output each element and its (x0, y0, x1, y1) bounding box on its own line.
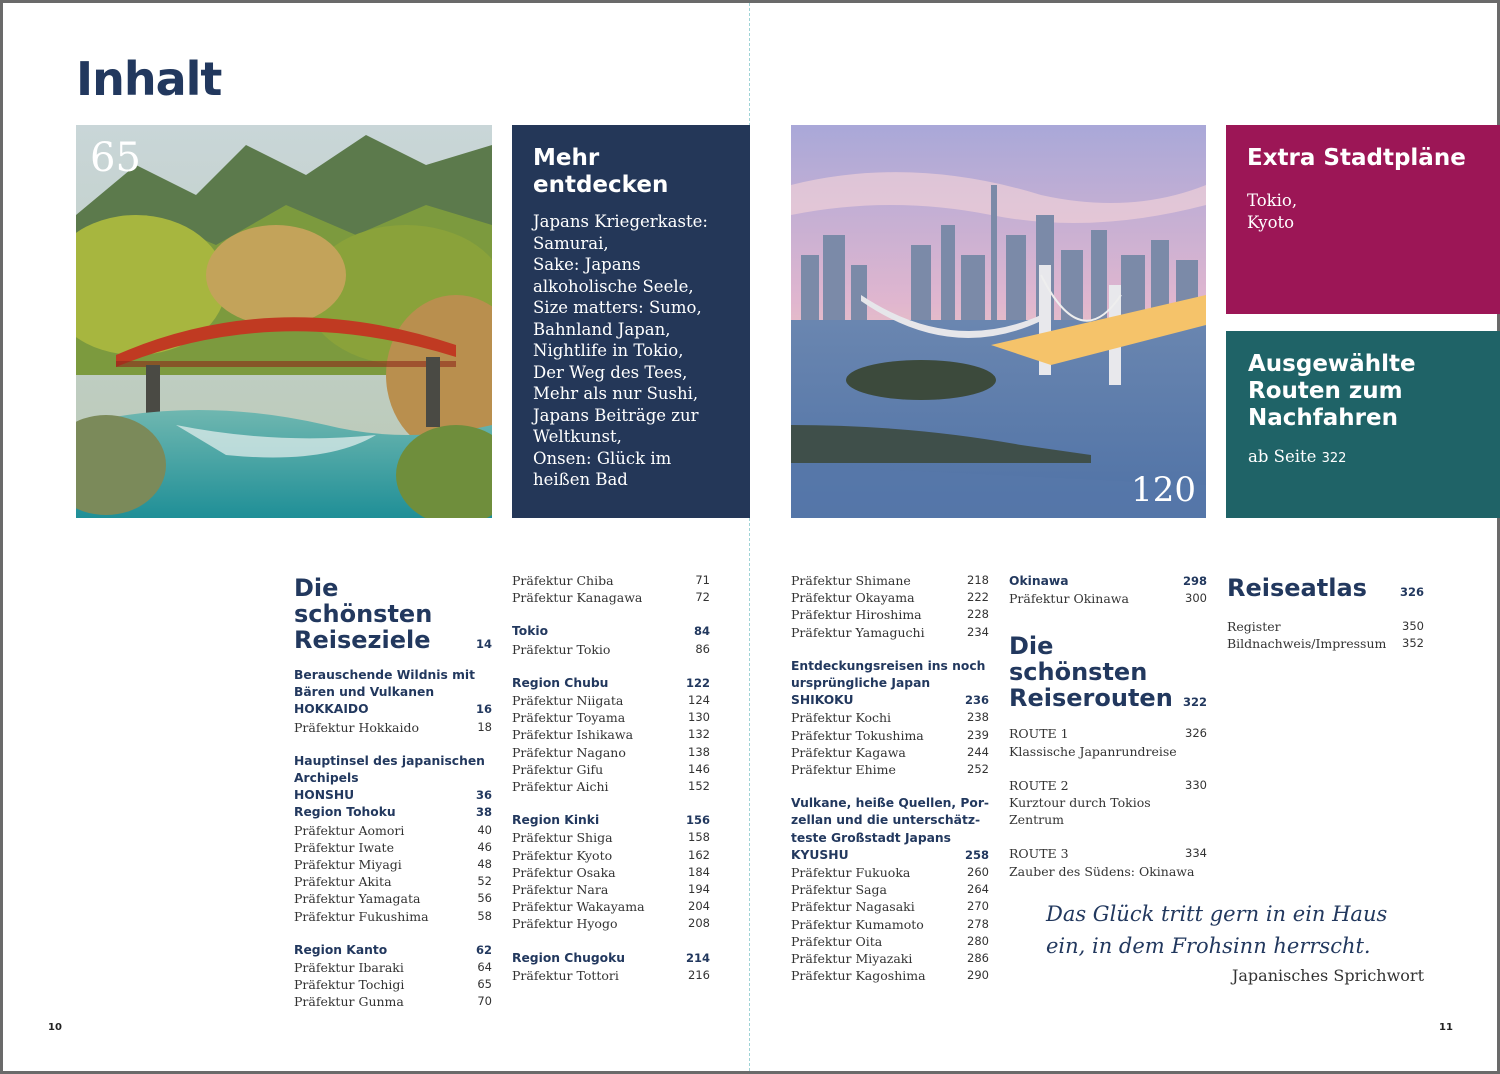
toc-entry-label: Präfektur Ehime (791, 762, 896, 778)
quote-line-2: ein, in dem Frohsinn herrscht. (1046, 934, 1371, 958)
route-list (1009, 725, 1207, 879)
toc-entry[interactable] (294, 856, 492, 873)
toc-entry[interactable] (294, 719, 492, 736)
toc-entry-page: 124 (688, 693, 710, 708)
toc-entry-label: Präfektur Akita (294, 874, 392, 890)
toc-entry-label: Präfektur Ibaraki (294, 960, 404, 976)
honshu-desc-2: Archipels (294, 771, 359, 786)
toc-entry[interactable] (512, 898, 710, 915)
mehr-entdecken-item: Weltkunst, (533, 427, 622, 446)
toc-entry-page: 194 (688, 882, 710, 897)
toc-entry[interactable] (294, 976, 492, 993)
toc-entry-page: 238 (967, 710, 989, 725)
mehr-entdecken-item: alkoholische Seele, (533, 276, 694, 296)
toc-entry-page: 58 (477, 908, 492, 923)
extra-stadtplaene-box (1226, 125, 1500, 314)
route-description: Zauber des Südens: Okinawa (1009, 863, 1195, 879)
toc-entry-kyushu[interactable]: KYUSHU 258 (791, 847, 989, 862)
toc-entry-label: Präfektur Miyazaki (791, 951, 913, 967)
toc-entry-page: 244 (967, 744, 989, 759)
toc-entry-label: Präfektur Gifu (512, 761, 604, 777)
toc-entry[interactable] (791, 916, 989, 933)
mehr-entdecken-item: Japans Kriegerkaste: (533, 212, 708, 231)
toc-entry-label: Präfektur Nagasaki (791, 899, 915, 915)
toc-entry-page: 146 (688, 761, 710, 776)
c2-tokio-list (512, 641, 710, 658)
tokyo-photo (791, 125, 1206, 518)
toc-entry[interactable] (791, 898, 989, 915)
mehr-entdecken-item: Samurai, (533, 233, 609, 253)
route-label: ROUTE 1 (1009, 726, 1069, 742)
toc-entry[interactable] (512, 744, 710, 761)
photo-page-number: 65 (90, 135, 141, 181)
toc-entry-page: 228 (967, 607, 989, 622)
mehr-entdecken-item: Onsen: Glück im (533, 448, 672, 468)
toc-entry-page: 158 (688, 830, 710, 845)
toc-entry[interactable] (791, 744, 989, 761)
toc-entry-okinawa[interactable]: Okinawa 298 (1009, 574, 1207, 588)
toc-entry[interactable] (791, 761, 989, 778)
toc-entry-page: 208 (688, 916, 710, 931)
hokkaido-desc-1: Berauschende Wildnis mit (294, 668, 475, 682)
toc-entry[interactable] (294, 993, 492, 1010)
toc-entry-label: Präfektur Yamaguchi (791, 624, 925, 640)
toc-entry[interactable] (1009, 590, 1207, 607)
ausgewaehlte-routen-box (1226, 331, 1500, 518)
page-number-left: 10 (48, 1022, 62, 1033)
toc-entry-label: Präfektur Niigata (512, 693, 624, 709)
toc-entry-page: 132 (688, 727, 710, 742)
toc-entry[interactable] (791, 933, 989, 950)
toc-entry-label: Präfektur Chiba (512, 573, 614, 588)
c1-tohoku-list (294, 822, 492, 925)
c2-chugoku-list (512, 967, 710, 984)
toc-entry-label: Register (1227, 619, 1281, 634)
honshu-desc-1: Hauptinsel des japanischen (294, 753, 485, 768)
toc-entry-honshu[interactable]: HONSHU 36 (294, 788, 492, 803)
toc-entry-label: Präfektur Miyagi (294, 857, 402, 873)
toc-entry-label: Präfektur Kagoshima (791, 968, 926, 984)
toc-entry-page: 260 (967, 865, 989, 880)
toc-entry-label: Präfektur Toyama (512, 710, 626, 726)
toc-entry[interactable] (512, 572, 710, 589)
toc-entry-label: Präfektur Aomori (294, 822, 405, 838)
route-page: 326 (1185, 726, 1207, 741)
mehr-entdecken-item: Nightlife in Tokio, (533, 341, 684, 360)
toc-entry-page: 216 (688, 967, 710, 982)
toc-entry-page: 350 (1402, 619, 1424, 633)
toc-entry[interactable] (791, 589, 989, 606)
route-entry[interactable] (1009, 845, 1207, 879)
toc-entry[interactable] (294, 959, 492, 976)
c2-top-list (512, 572, 710, 606)
toc-entry-page: 40 (477, 822, 492, 837)
toc-entry[interactable] (294, 839, 492, 856)
toc-entry[interactable] (512, 881, 710, 898)
hokkaido-desc-2: Bären und Vulkanen (294, 685, 435, 700)
c1-hok-list (294, 719, 492, 736)
toc-entry[interactable] (1227, 635, 1424, 652)
toc-entry-page: 234 (967, 624, 989, 639)
toc-entry-page: 46 (477, 839, 492, 854)
mehr-entdecken-title-l2: entdecken (533, 172, 669, 198)
toc-entry[interactable] (512, 589, 710, 606)
toc-entry-page: 286 (967, 951, 989, 966)
toc-entry-label: Präfektur Hokkaido (294, 719, 420, 735)
mehr-entdecken-item: Size matters: Sumo, (533, 298, 702, 317)
toc-entry[interactable] (512, 726, 710, 743)
toc-entry[interactable] (791, 606, 989, 623)
toc-entry-region-kinki[interactable]: Region Kinki 156 (512, 813, 710, 828)
kyushu-desc-3: teste Großstadt Japans (791, 830, 951, 845)
toc-entry-page: 138 (688, 744, 710, 759)
toc-entry-page: 204 (688, 899, 710, 914)
stadtplaene-line2: Kyoto (1247, 212, 1295, 232)
toc-entry[interactable] (512, 761, 710, 778)
toc-entry-page: 86 (695, 641, 710, 656)
toc-entry[interactable] (1227, 618, 1424, 635)
toc-entry-region-tohoku[interactable]: Region Tohoku 38 (294, 805, 492, 820)
toc-entry[interactable] (294, 890, 492, 907)
routen-title-l1: Ausgewählte (1248, 351, 1416, 377)
c1-kanto-list (294, 959, 492, 1011)
toc-entry-page: 130 (688, 710, 710, 725)
toc-entry-hokkaido[interactable]: HOKKAIDO 16 (294, 702, 492, 717)
c3-kyu-list (791, 864, 989, 984)
reiserouten-heading[interactable]: Die schönsten Reiserouten 322 (1009, 632, 1207, 713)
bridge-photo (76, 125, 492, 518)
toc-entry[interactable] (791, 709, 989, 726)
toc-column-2 (512, 572, 710, 984)
page-title: Inhalt (76, 52, 222, 106)
mehr-entdecken-box (512, 125, 750, 518)
toc-entry-page: 264 (967, 882, 989, 897)
toc-entry-page: 162 (688, 847, 710, 862)
toc-entry-page: 52 (477, 874, 492, 889)
toc-entry[interactable] (512, 967, 710, 984)
c4-oki-list (1009, 590, 1207, 607)
toc-entry-label: Präfektur Gunma (294, 994, 404, 1010)
toc-entry-label: Präfektur Okinawa (1009, 591, 1129, 607)
toc-entry-page: 270 (967, 899, 989, 914)
c2-chubu-list (512, 692, 710, 795)
toc-entry-label: Präfektur Kagawa (791, 744, 906, 760)
toc-entry-label: Präfektur Hiroshima (791, 607, 922, 623)
toc-entry-label: Präfektur Nara (512, 882, 609, 898)
toc-entry-label: Präfektur Kanagawa (512, 590, 643, 606)
toc-entry[interactable] (512, 709, 710, 726)
toc-entry-label: Präfektur Kochi (791, 710, 892, 726)
routen-title-l3: Nachfahren (1248, 405, 1398, 431)
toc-entry-label: Präfektur Tochigi (294, 977, 405, 993)
toc-entry-label: Präfektur Fukushima (294, 908, 429, 924)
toc-entry-label: Bildnachweis/Impressum (1227, 636, 1387, 652)
toc-entry-label: Präfektur Ishikawa (512, 727, 634, 743)
toc-entry[interactable] (512, 847, 710, 864)
toc-entry-label: Präfektur Aichi (512, 779, 609, 795)
stadtplaene-line1: Tokio, (1247, 191, 1298, 210)
route-entry[interactable] (1009, 777, 1207, 829)
toc-entry-region-chubu[interactable]: Region Chubu 122 (512, 675, 710, 690)
toc-entry-label: Präfektur Saga (791, 882, 887, 898)
toc-entry-label: Präfektur Oita (791, 933, 883, 949)
toc-entry-region-chugoku[interactable]: Region Chugoku 214 (512, 950, 710, 965)
toc-entry-page: 239 (967, 727, 989, 742)
shikoku-desc-2: ursprüngliche Japan (791, 676, 931, 691)
quote-source: Japanisches Sprichwort (1231, 966, 1424, 985)
toc-entry-page: 278 (967, 916, 989, 931)
route-description: Klassische Japanrundreise (1009, 743, 1177, 759)
routen-title-l2: Routen zum (1248, 378, 1403, 404)
toc-entry-tokio[interactable]: Tokio 84 (512, 624, 710, 639)
mehr-entdecken-item: heißen Bad (533, 470, 628, 489)
toc-entry[interactable] (791, 864, 989, 881)
toc-entry-label: Präfektur Okayama (791, 590, 915, 606)
toc-entry-label: Präfektur Kyoto (512, 847, 613, 863)
toc-entry[interactable] (791, 881, 989, 898)
toc-entry-page: 300 (1185, 591, 1207, 606)
toc-entry-page: 280 (967, 933, 989, 948)
mehr-entdecken-item: Japans Beiträge zur (533, 405, 699, 425)
toc-column-1 (294, 575, 492, 1011)
toc-entry[interactable] (294, 822, 492, 839)
toc-entry-label: Präfektur Tokushima (791, 727, 924, 743)
toc-entry[interactable] (512, 829, 710, 846)
toc-entry-page: 252 (967, 762, 989, 777)
reiseatlas-heading[interactable]: Reiseatlas 326 (1227, 574, 1424, 602)
toc-entry-label: Präfektur Nagano (512, 744, 626, 760)
toc-entry[interactable] (791, 572, 989, 589)
toc-entry[interactable] (512, 864, 710, 881)
mehr-entdecken-title-l1: Mehr (533, 145, 600, 171)
reiseziele-heading[interactable]: Die schönsten Reiseziele 14 (294, 574, 492, 654)
mehr-entdecken-item: Bahnland Japan, (533, 319, 671, 339)
toc-entry-label: Präfektur Hyogo (512, 916, 618, 932)
toc-entry-page: 64 (477, 960, 492, 975)
toc-entry[interactable] (512, 641, 710, 658)
toc-entry-region-kanto[interactable]: Region Kanto 62 (294, 942, 492, 957)
toc-entry[interactable] (791, 727, 989, 744)
proverb-quote (1046, 898, 1426, 962)
toc-entry-label: Präfektur Yamagata (294, 891, 421, 907)
kyushu-desc-2: zellan und die unterschätz- (791, 813, 981, 828)
toc-entry-label: Präfektur Wakayama (512, 899, 645, 915)
toc-entry[interactable] (791, 624, 989, 641)
toc-entry[interactable] (791, 967, 989, 984)
mehr-entdecken-item: Sake: Japans (533, 255, 641, 274)
toc-column-3 (791, 572, 989, 984)
stadtplaene-title: Extra Stadtpläne (1247, 145, 1466, 171)
kyushu-desc-1: Vulkane, heiße Quellen, Por- (791, 796, 989, 811)
toc-entry-page: 152 (688, 779, 710, 794)
quote-line-1: Das Glück tritt gern in ein Haus (1046, 902, 1388, 926)
route-label: ROUTE 3 (1009, 846, 1069, 862)
toc-entry-page: 56 (477, 891, 492, 906)
c3-shi-list (791, 709, 989, 778)
toc-entry-page: 222 (967, 590, 989, 605)
toc-entry[interactable] (294, 873, 492, 890)
toc-entry-label: Präfektur Osaka (512, 864, 616, 880)
photo-page-number: 120 (1131, 470, 1196, 510)
toc-entry-page: 70 (477, 994, 492, 1009)
toc-entry-page: 290 (967, 968, 989, 983)
toc-entry-label: Präfektur Iwate (294, 839, 394, 855)
toc-entry-label: Präfektur Kumamoto (791, 916, 924, 932)
page-number-right: 11 (1439, 1022, 1453, 1033)
mehr-entdecken-list (533, 211, 750, 491)
route-label: ROUTE 2 (1009, 777, 1069, 793)
toc-entry-page: 72 (695, 590, 710, 605)
toc-entry-page: 218 (967, 573, 989, 587)
shikoku-desc-1: Entdeckungsreisen ins noch (791, 658, 986, 673)
route-page: 334 (1185, 846, 1207, 861)
toc-entry-label: Präfektur Tottori (512, 967, 619, 983)
routen-subtitle: ab Seite 322 (1248, 447, 1347, 466)
toc-entry-label: Präfektur Fukuoka (791, 865, 911, 881)
toc-entry[interactable] (294, 908, 492, 925)
toc-entry-label: Präfektur Shiga (512, 830, 613, 846)
toc-entry-page: 184 (688, 864, 710, 879)
toc-column-4 (1009, 573, 1207, 897)
toc-entry-page: 71 (695, 573, 710, 587)
toc-entry[interactable] (512, 692, 710, 709)
toc-entry-page: 352 (1402, 636, 1424, 651)
c5-rows-list (1227, 618, 1424, 652)
mehr-entdecken-item: Mehr als nur Sushi, (533, 384, 699, 403)
toc-entry-label: Präfektur Shimane (791, 573, 911, 588)
toc-column-5 (1227, 575, 1424, 652)
mehr-entdecken-item: Der Weg des Tees, (533, 362, 688, 382)
toc-entry-page: 65 (477, 977, 492, 992)
route-description: Kurztour durch Tokios Zentrum (1009, 795, 1151, 828)
toc-entry[interactable] (791, 950, 989, 967)
toc-entry-shikoku[interactable]: SHIKOKU 236 (791, 693, 989, 708)
toc-entry-page: 48 (477, 857, 492, 872)
route-entry[interactable] (1009, 725, 1207, 759)
toc-entry-page: 18 (477, 719, 492, 734)
route-page: 330 (1185, 777, 1207, 792)
c3-top-list (791, 572, 989, 641)
toc-entry[interactable] (512, 778, 710, 795)
c2-kinki-list (512, 829, 710, 932)
toc-entry-label: Präfektur Tokio (512, 641, 611, 657)
toc-entry[interactable] (512, 915, 710, 932)
